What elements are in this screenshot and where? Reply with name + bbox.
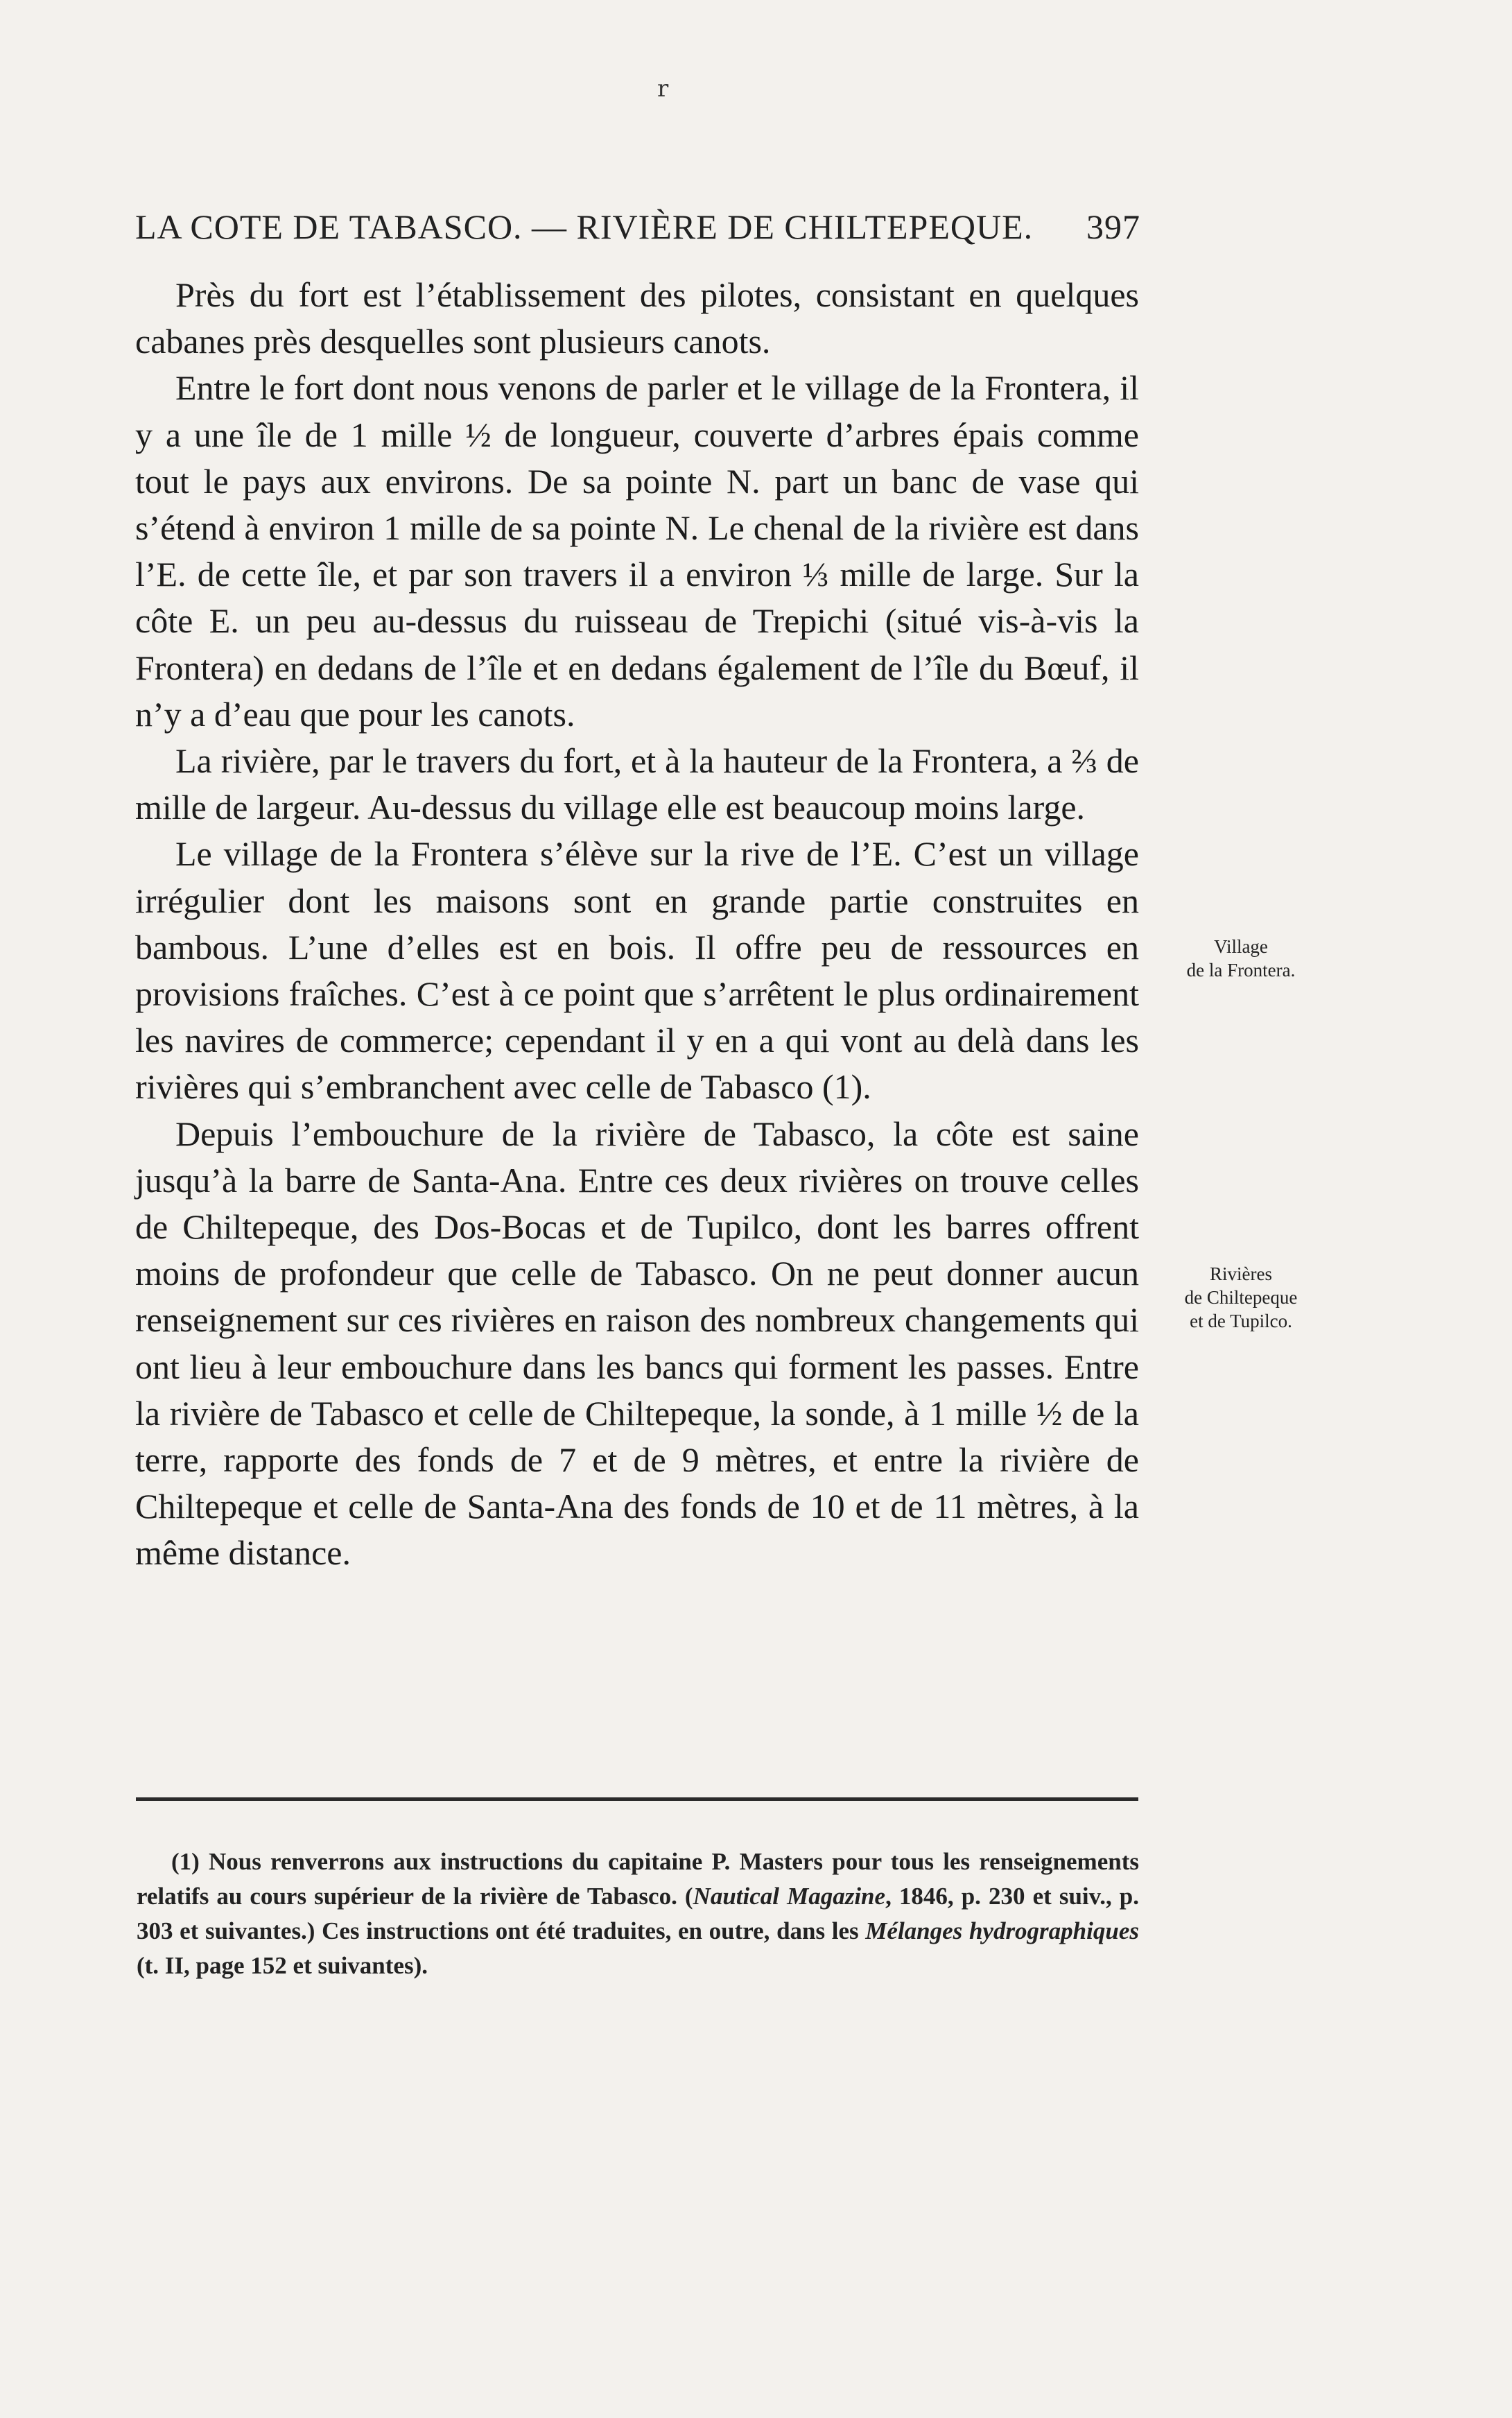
running-head-title: LA COTE DE TABASCO. — RIVIÈRE DE CHILTEPEQUE. <box>135 207 1034 246</box>
paragraph: La rivière, par le travers du fort, et à la hauteur de la Frontera, a ⅔ de mille de largeur. Au-dessus du village elle est beaucoup moins large. <box>135 741 1139 827</box>
footnote-italic-melanges: Mélanges hydrographiques <box>865 1917 1139 1944</box>
footnote-rule <box>136 1797 1138 1801</box>
paragraph: Le village de la Frontera s’élève sur la rive de l’E. C’est un village irrégulier dont les maisons sont en grande partie construites en bambous. L’une d’elles est en bois. Il offre peu de ressources en provisions fraîches. C’est à ce point que s’arrêtent le plus ordinairement les navires de commerce; cependant il y en a qui vont au delà dans les rivières qui s’embranchent avec celle de Tabasco (1). <box>135 834 1139 1107</box>
paragraph: Depuis l’embouchure de la rivière de Tabasco, la côte est saine jusqu’à la barre de Santa-Ana. Entre ces deux rivières on trouve celles de Chiltepeque, des Dos-Bocas et de Tupilco, dont les barres offrent moins de profondeur que celle de Tabasco. On ne peut donner aucun renseignement sur ces rivières en raison des nombreux changements qui ont lieu à leur embouchure dans les bancs qui forment les passes. Entre la rivière de Tabasco et celle de Chiltepeque, la sonde, à 1 mille ½ de la terre, rapporte des fonds de 7 et de 9 mètres, et entre la rivière de Chiltepeque et celle de Santa-Ana des fonds de 10 et de 11 mètres, à la même distance. <box>135 1114 1139 1573</box>
footnote-part-3: (t. II, page 152 et suivantes). <box>137 1952 428 1979</box>
margin-note-rivieres: Rivières de Chiltepeque et de Tupilco. <box>1184 1263 1298 1331</box>
footnote-part-2: , 1846, p. 230 et suiv., p. 303 et suivantes.) Ces instructions ont été traduites, en outre, dans les <box>137 1883 1140 1944</box>
footnote-part-1: (1) Nous renverrons aux instructions du capitaine P. Masters pour tous les renseignements relatifs au cours supérieur de la rivière de Tabasco. ( <box>137 1848 1139 1910</box>
footnote-italic-nautical: Nautical Magazine <box>693 1883 886 1910</box>
page-number: 397 <box>1086 207 1140 246</box>
paragraph: Entre le fort dont nous venons de parler et le village de la Frontera, il y a une île de 1 mille ½ de longueur, couverte d’arbres épais comme tout le pays aux environs. De sa pointe N. part un banc de vase qui s’étend à environ 1 mille de sa pointe N. Le chenal de la rivière est dans l’E. de cette île, et par son travers il a environ ⅓ mille de large. Sur la côte E. un peu au-dessus du ruisseau de Trepichi (situé vis-à-vis la Frontera) en dedans de l’île et en dedans également de l’île du Bœuf, il n’y a d’eau que pour les canots. <box>135 368 1139 734</box>
footnote-text <box>137 1845 1139 1983</box>
body-text <box>135 272 1139 1577</box>
margin-note-village: Village de la Frontera. <box>1186 936 1296 981</box>
paragraph: Près du fort est l’établissement des pilotes, consistant en quelques cabanes près desquelles sont plusieurs canots. <box>135 275 1139 361</box>
top-mark: r <box>657 75 669 103</box>
footnote <box>137 1845 1139 1983</box>
running-head <box>135 207 1140 247</box>
